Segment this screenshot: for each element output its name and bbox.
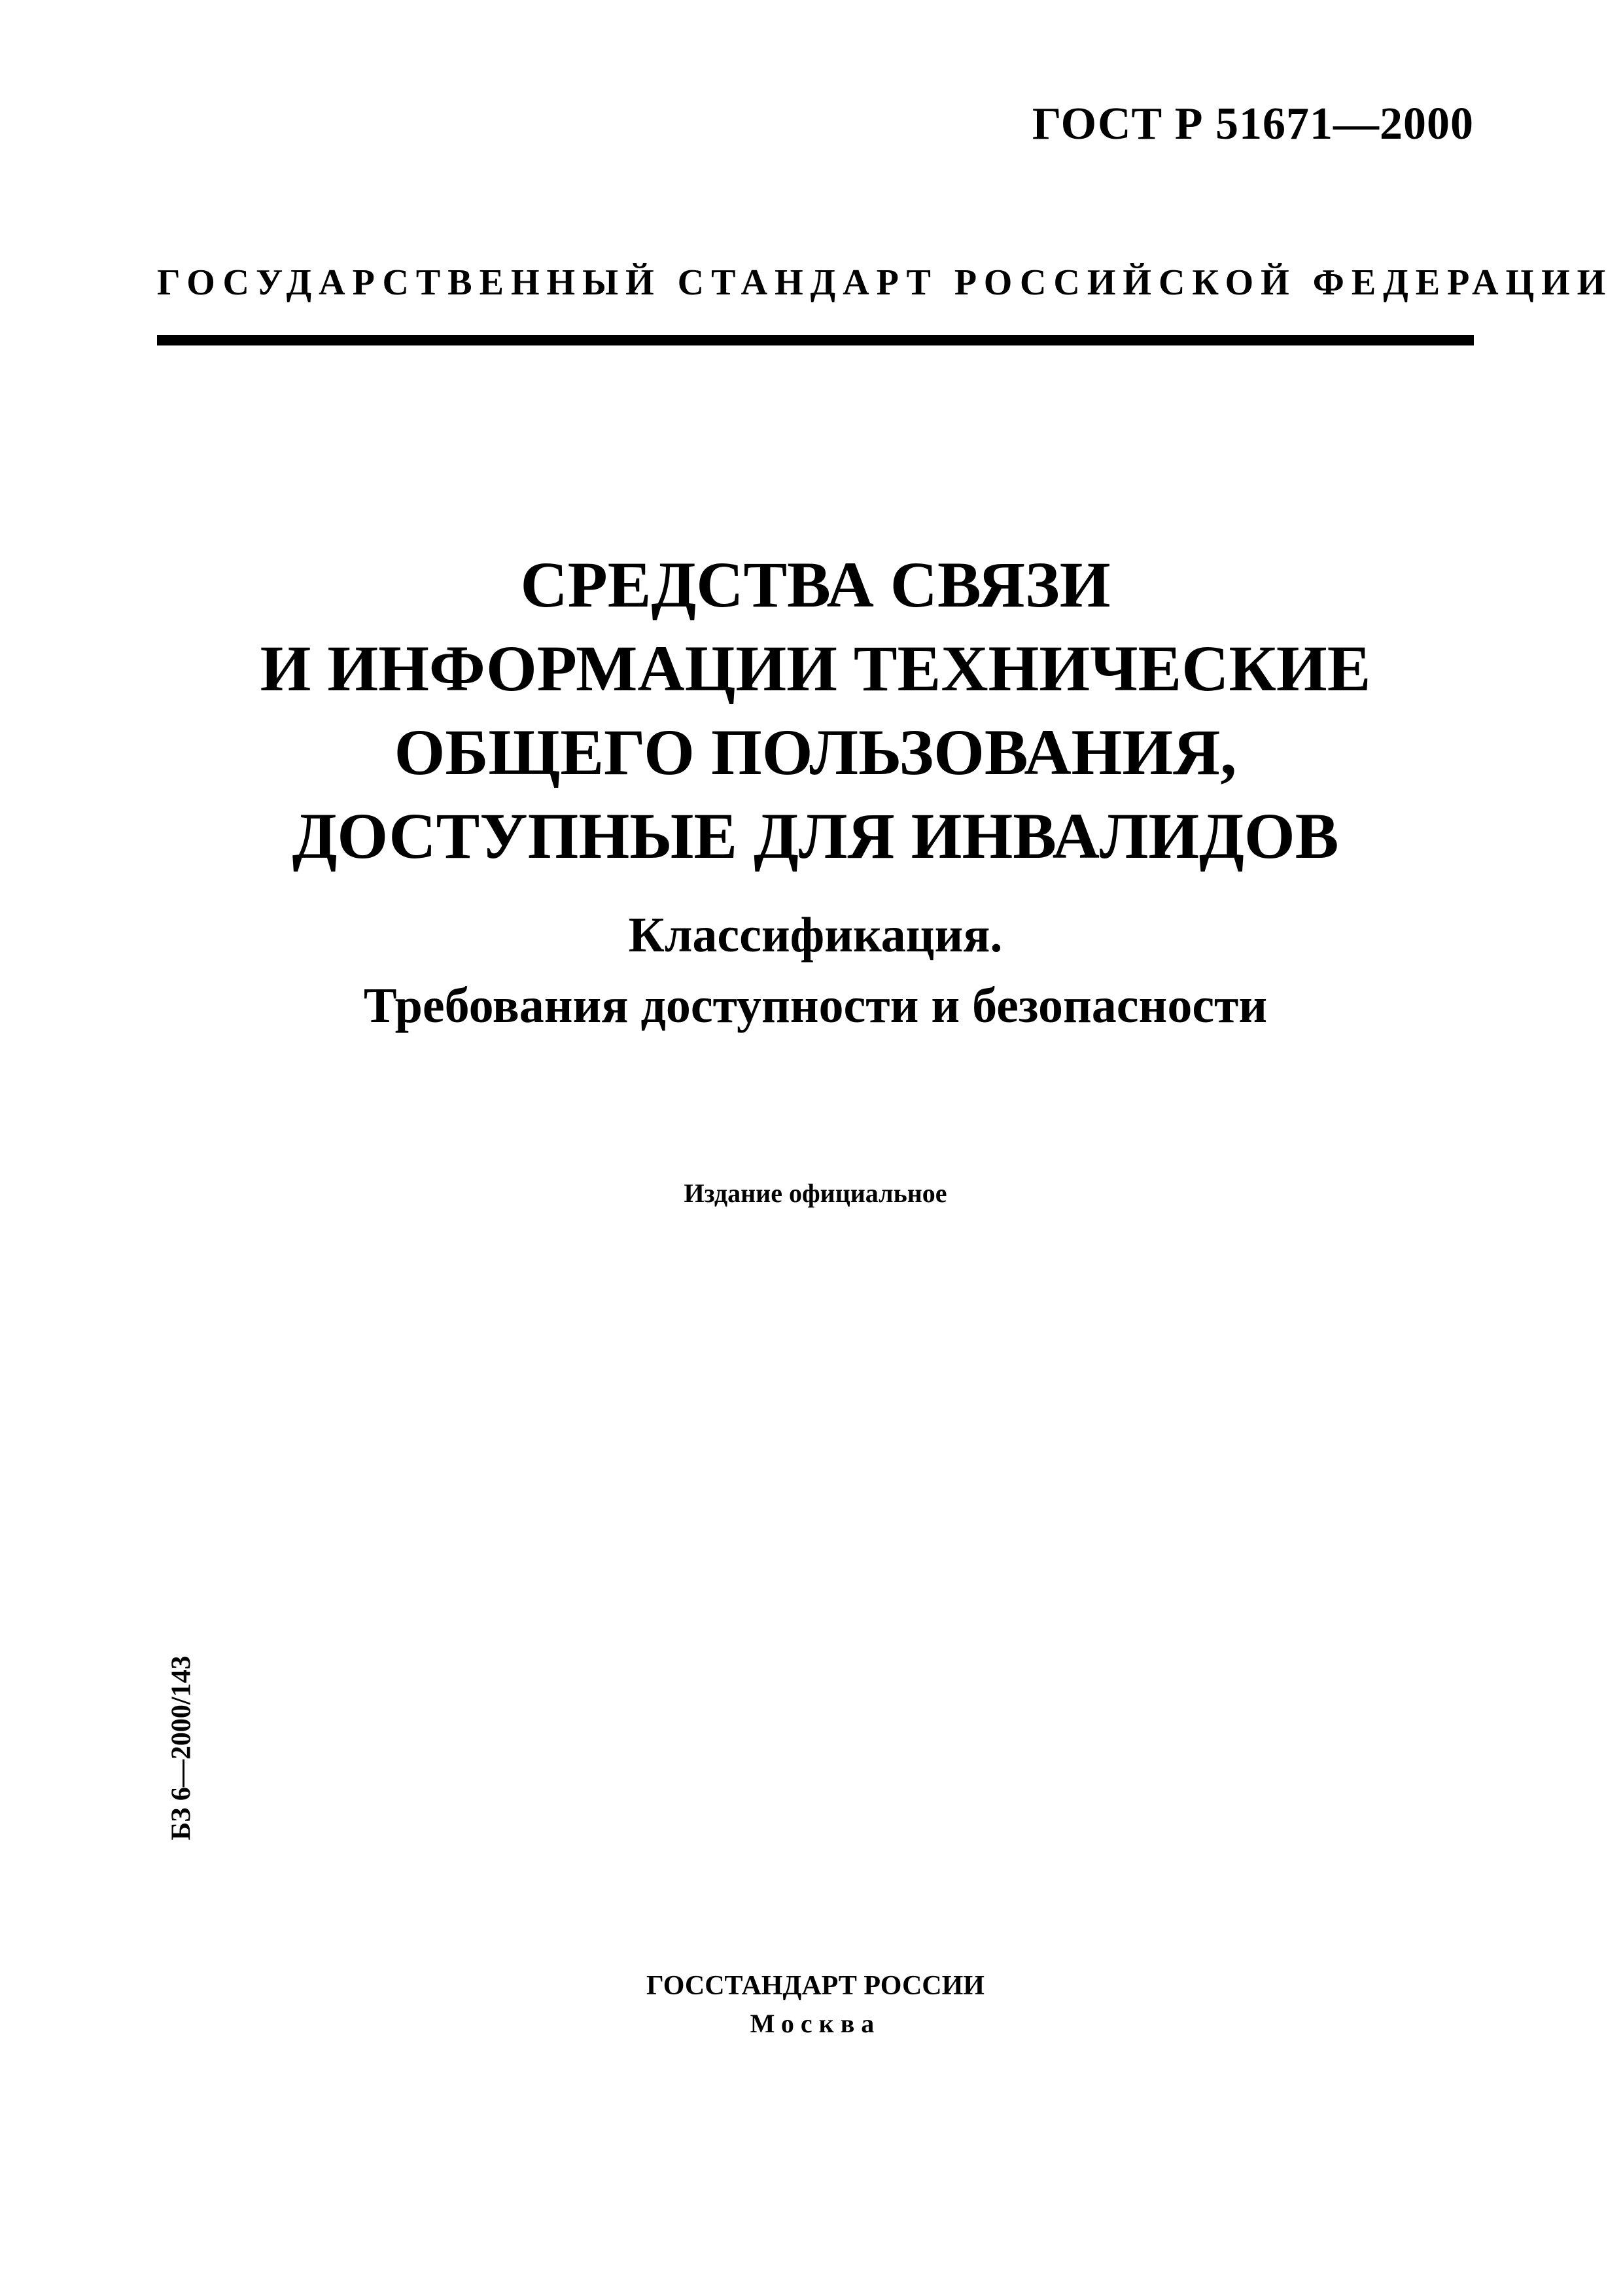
subtitle-line: Классификация. — [628, 908, 1003, 963]
edition-label: Издание официальное — [684, 1178, 947, 1208]
document-subtitle — [157, 900, 1474, 1041]
subtitle-line: Требования доступности и безопасности — [363, 978, 1268, 1033]
title-line: И ИНФОРМАЦИИ ТЕХНИЧЕСКИЕ — [260, 632, 1371, 705]
heading-rule — [157, 335, 1474, 345]
side-code: БЗ 6—2000/143 — [166, 1655, 197, 1841]
title-line: СРЕДСТВА СВЯЗИ — [520, 548, 1111, 621]
title-line: ОБЩЕГО ПОЛЬЗОВАНИЯ, — [394, 716, 1237, 788]
document-number: ГОСТ Р 51671—2000 — [1032, 99, 1474, 149]
publisher-block — [157, 1966, 1474, 2042]
state-standard-heading: ГОСУДАРСТВЕННЫЙ СТАНДАРТ РОССИЙСКОЙ ФЕДЕРАЦИИ — [157, 262, 1613, 303]
publisher-name: ГОССТАНДАРТ РОССИИ — [646, 1971, 985, 2001]
publisher-city: Москва — [750, 2009, 881, 2038]
document-title — [157, 543, 1474, 878]
title-line: ДОСТУПНЫЕ ДЛЯ ИНВАЛИДОВ — [292, 800, 1339, 872]
